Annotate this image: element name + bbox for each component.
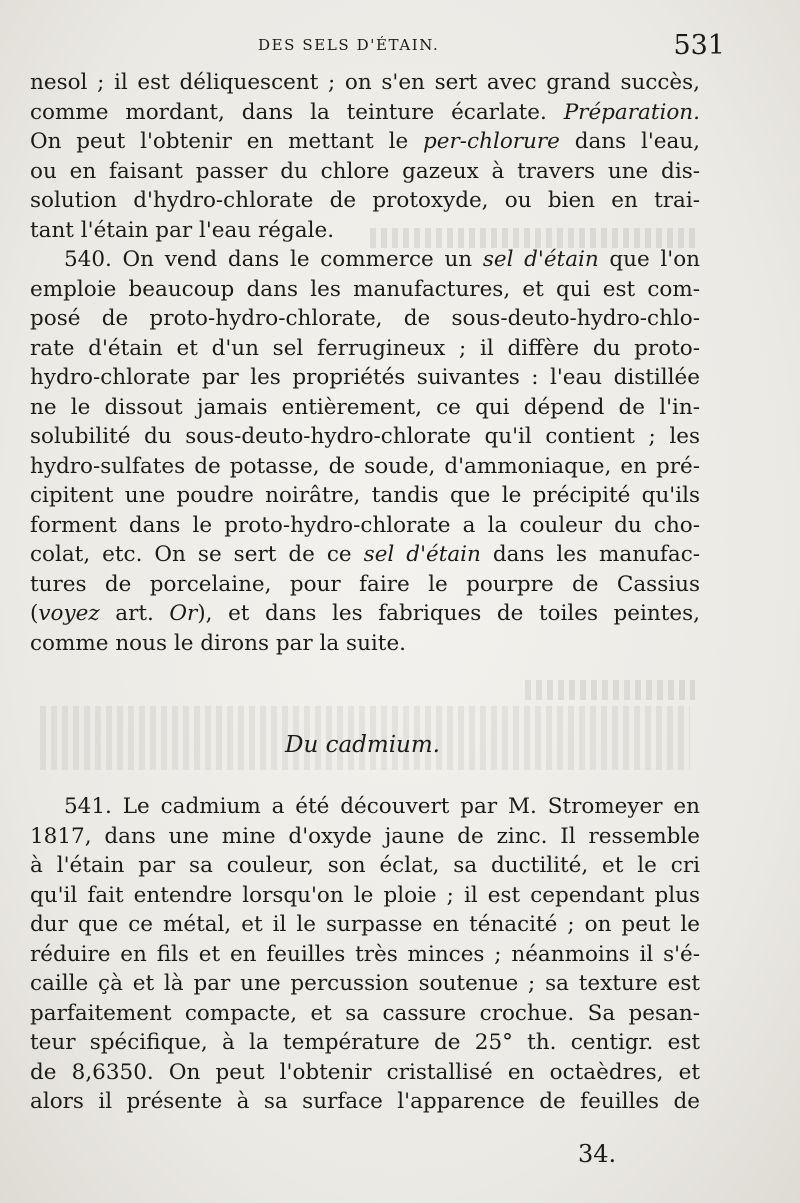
body-text — [30, 68, 700, 658]
body-text-cadmium — [30, 792, 700, 1117]
text-line: tures de porcelaine, pour faire le pourpre de Cassius — [30, 571, 700, 597]
text-line: hydro-sulfates de potasse, de soude, d'ammoniaque, en pré- — [30, 453, 700, 479]
text-line: dur que ce métal, et il le surpasse en ténacité ; on peut le — [30, 912, 700, 937]
running-title: DES SELS D'ÉTAIN. — [258, 36, 440, 54]
text-line: qu'il fait entendre lorsqu'on le ploie ; il est cependant plus — [30, 882, 700, 908]
text-line: forment dans le proto-hydro-chlorate a la couleur du cho- — [30, 512, 700, 538]
text-line: 1817, dans une mine d'oxyde jaune de zinc. Il ressemble — [30, 823, 700, 849]
text-line: solution d'hydro-chlorate de protoxyde, ou bien en trai- — [30, 188, 700, 213]
text-line: cipitent une poudre noirâtre, tandis que le précipité qu'ils — [30, 483, 700, 508]
text-line: (voyez art. Or), et dans les fabriques de toiles peintes, — [30, 601, 700, 626]
text-line: tant l'étain par l'eau régale. — [30, 217, 335, 243]
paragraph-540-first-line: 540. On vend dans le commerce un sel d'étain que l'on — [64, 247, 700, 272]
text-line: rate d'étain et d'un sel ferrugineux ; il diffère du proto- — [30, 335, 700, 361]
text-line: hydro-chlorate par les propriétés suivantes : l'eau distillée — [30, 365, 700, 390]
page-number: 531 — [673, 30, 725, 61]
text-line: posé de proto-hydro-chlorate, de sous-deuto-hydro-chlo- — [30, 306, 700, 331]
text-line: colat, etc. On se sert de ce sel d'étain dans les manufac- — [30, 542, 700, 567]
text-line: teur spécifique, à la température de 25° th. centigr. est — [30, 1030, 700, 1055]
text-line: nesol ; il est déliquescent ; on s'en sert avec grand succès, — [30, 70, 700, 95]
running-head — [40, 30, 725, 64]
text-line: à l'étain par sa couleur, son éclat, sa ductilité, et le cri — [30, 853, 700, 878]
text-line: de 8,6350. On peut l'obtenir cristallisé en octaèdres, et — [30, 1059, 700, 1085]
text-line: caille çà et là par une percussion soutenue ; sa texture est — [30, 971, 700, 996]
text-line: solubilité du sous-deuto-hydro-chlorate qu'il contient ; les — [30, 424, 700, 449]
paragraph-541-first-line: 541. Le cadmium a été découvert par M. Stromeyer en — [64, 794, 700, 819]
text-line: On peut l'obtenir en mettant le per-chlorure dans l'eau, — [30, 129, 700, 154]
text-line: parfaitement compacte, et sa cassure crochue. Sa pesan- — [30, 1000, 700, 1026]
text-line: emploie beaucoup dans les manufactures, et qui est com- — [30, 276, 700, 302]
text-line: comme mordant, dans la teinture écarlate. Préparation. — [30, 99, 700, 125]
bleed-through-texture — [525, 680, 695, 700]
text-line: comme nous le dirons par la suite. — [30, 630, 407, 656]
text-line: ne le dissout jamais entièrement, ce qui dépend de l'in- — [30, 394, 700, 420]
section-heading: Du cadmium. — [285, 732, 440, 758]
signature-mark: 34. — [578, 1140, 617, 1168]
text-line: réduire en fils et en feuilles très minces ; néanmoins il s'é- — [30, 941, 700, 967]
text-line: ou en faisant passer du chlore gazeux à travers une dis- — [30, 158, 700, 184]
text-line: alors il présente à sa surface l'apparence de feuilles de — [30, 1089, 700, 1114]
